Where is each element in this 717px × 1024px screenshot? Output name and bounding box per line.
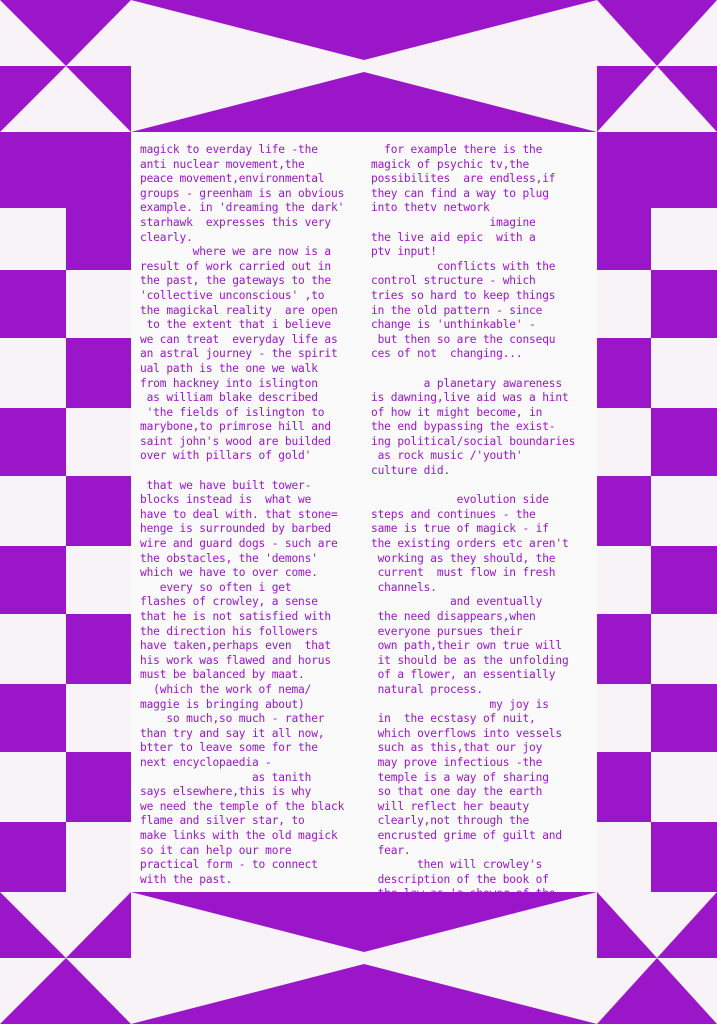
left-column-line: next encyclopaedia -: [140, 755, 272, 769]
left-column-line: clearly.: [140, 230, 193, 244]
left-column-line: that we have built tower-: [140, 478, 312, 492]
right-column-line: it should be as the unfolding: [371, 653, 569, 667]
border-triangle: [597, 892, 657, 958]
left-text-column: [140, 143, 372, 887]
right-column-line: the law as 'a shower of the: [371, 887, 556, 901]
left-column-line: so it can help our more: [140, 843, 292, 857]
border-triangle: [597, 66, 657, 132]
border-square: [651, 684, 717, 752]
left-column-line: have to deal with. that stone=: [140, 507, 338, 521]
right-column-line: and eventually: [371, 595, 543, 609]
left-column-line: to the extent that i believe: [140, 318, 331, 332]
right-column-line: they can find a way to plug: [371, 186, 549, 200]
border-triangle: [0, 892, 66, 958]
left-column-line: we need the temple of the black: [140, 799, 345, 813]
border-square: [0, 200, 66, 208]
border-triangle: [657, 66, 717, 132]
border-square: [0, 546, 66, 614]
border-triangle: [0, 0, 131, 66]
right-column-line: [371, 479, 597, 494]
border-square: [66, 614, 131, 684]
border-square: [0, 684, 66, 752]
right-column-line: culture did.: [371, 464, 451, 478]
left-column-line: result of work carried out in: [140, 259, 331, 273]
left-column-line: the obstacles, the 'demons': [140, 551, 318, 565]
right-column-line: own path,their own true will: [371, 639, 562, 653]
right-column-line: imagine: [371, 215, 536, 229]
left-column-line: that he is not satisfied with: [140, 610, 331, 623]
left-column-line: 'the fields of islington to: [140, 405, 325, 419]
left-column-line: henge is surrounded by barbed: [140, 522, 331, 536]
right-column-line: fear.: [371, 843, 411, 857]
right-column-line: ces of not changing...: [371, 347, 523, 361]
border-triangle: [131, 0, 597, 60]
left-column-line: [140, 464, 372, 479]
border-square: [0, 822, 66, 892]
right-column-line: will reflect her beauty: [371, 799, 530, 813]
right-column-line: of how it might become, in: [371, 405, 543, 419]
right-column-line: as rock music /'youth': [371, 449, 523, 463]
left-column-line: practical form - to connect: [140, 858, 318, 872]
right-column-line: the end bypassing the exist-: [371, 420, 556, 434]
left-column-line: we can treat everyday life as: [140, 332, 338, 346]
right-column-line: in the ecstasy of nuit,: [371, 712, 536, 726]
border-square: [597, 614, 651, 684]
left-column-line: flashes of crowley, a sense: [140, 595, 318, 609]
left-column-line: example. in 'dreaming the dark': [140, 201, 345, 215]
border-triangle: [66, 66, 131, 132]
left-column-line: make links with the old magick: [140, 828, 338, 842]
border-square: [597, 132, 651, 200]
border-square: [651, 408, 717, 476]
border-square: [66, 200, 131, 270]
left-column-line: wire and guard dogs - such are: [140, 537, 338, 551]
right-column-line: description of the book of: [371, 872, 549, 886]
border-square: [651, 200, 717, 208]
right-column-line: possibilites are endless,if: [371, 172, 556, 186]
right-column-line: everyone pursues their: [371, 624, 523, 638]
right-column-line: ing political/social boundaries: [371, 434, 576, 448]
right-column-line: change is 'unthinkable' -: [371, 318, 536, 332]
left-column-line: so much,so much - rather: [140, 712, 325, 726]
left-column-line: from hackney into islington: [140, 376, 318, 390]
right-text-column: [371, 143, 597, 902]
right-column-line: same is true of magick - if: [371, 522, 549, 536]
left-column-line: the magickal reality are open: [140, 303, 338, 317]
left-column-line: over with pillars of gold': [140, 449, 312, 463]
border-triangle: [657, 892, 717, 958]
border-square: [0, 132, 66, 200]
border-square: [651, 132, 717, 200]
left-column-line: peace movement,environmental: [140, 172, 325, 186]
border-square: [597, 338, 651, 408]
left-column-line: ual path is the one we walk: [140, 361, 318, 375]
right-column-line: magick of psychic tv,the: [371, 157, 530, 171]
left-column-line: starhawk expresses this very: [140, 215, 331, 229]
right-column-line: so that one day the earth: [371, 785, 543, 799]
right-column-line: control structure - which: [371, 274, 536, 288]
right-column-line: then will crowley's: [371, 858, 543, 872]
right-column-line: but then so are the consequ: [371, 332, 556, 346]
border-triangle: [0, 66, 66, 132]
border-square: [597, 200, 651, 270]
left-column-line: with the past.: [140, 872, 233, 886]
right-column-line: for example there is the: [371, 143, 543, 156]
border-triangle: [0, 958, 131, 1024]
right-column-line: [371, 362, 597, 377]
right-column-line: is dawning,live aid was a hint: [371, 391, 569, 405]
right-column-line: in the old pattern - since: [371, 303, 543, 317]
right-column-line: evolution side: [371, 493, 549, 507]
right-column-line: clearly,not through the: [371, 814, 530, 828]
right-column-line: may prove infectious -the: [371, 755, 543, 769]
border-square: [651, 270, 717, 338]
right-column-line: a planetary awareness: [371, 376, 562, 390]
right-column-line: such as this,that our joy: [371, 741, 543, 755]
left-column-line: every so often i get: [140, 580, 292, 594]
left-column-line: the direction his followers: [140, 624, 318, 638]
right-column-line: ptv input!: [371, 245, 437, 259]
left-column-line: 'collective unconscious' ,to: [140, 288, 325, 302]
border-square: [651, 822, 717, 892]
left-column-line: marybone,to primrose hill and: [140, 420, 331, 434]
border-square: [66, 476, 131, 546]
border-square: [597, 752, 651, 822]
left-column-line: an astral journey - the spirit: [140, 347, 338, 361]
left-column-line: btter to leave some for the: [140, 741, 318, 755]
right-column-line: the existing orders etc aren't: [371, 537, 569, 551]
right-column-line: steps and continues - the: [371, 507, 536, 521]
right-column-line: temple is a way of sharing: [371, 770, 549, 784]
border-square: [651, 546, 717, 614]
right-column-line: conflicts with the: [371, 259, 556, 273]
left-column-line: which we have to over come.: [140, 566, 318, 580]
left-column-line: as william blake described: [140, 391, 318, 405]
left-column-line: than try and say it all now,: [140, 726, 325, 740]
left-column-line: must be balanced by maat.: [140, 668, 305, 682]
border-square: [66, 132, 131, 200]
left-column-line: the past, the gateways to the: [140, 274, 331, 288]
border-square: [66, 752, 131, 822]
left-column-line: magick to everday life -the: [140, 143, 318, 156]
right-column-line: channels.: [371, 580, 437, 594]
left-column-line: as tanith: [140, 770, 312, 784]
left-column-line: have taken,perhaps even that: [140, 639, 331, 653]
left-column-line: blocks instead is what we: [140, 493, 312, 507]
right-column-line: working as they should, the: [371, 551, 556, 565]
left-column-line: (which the work of nema/: [140, 682, 312, 696]
border-square: [0, 270, 66, 338]
right-column-line: natural process.: [371, 682, 483, 696]
border-square: [597, 476, 651, 546]
border-triangle: [597, 958, 717, 1024]
page-number: 9: [348, 990, 361, 1011]
border-triangle: [597, 0, 717, 66]
left-column-line: anti nuclear movement,the: [140, 157, 305, 171]
right-column-line: tries so hard to keep things: [371, 288, 556, 302]
right-column-line: my joy is: [371, 697, 549, 711]
left-column-line: groups - greenham is an obvious: [140, 186, 345, 200]
border-triangle: [131, 964, 597, 1024]
right-column-line: the need disappears,when: [371, 610, 536, 623]
left-column-line: flame and silver star, to: [140, 814, 305, 828]
border-triangle: [131, 72, 597, 132]
right-column-line: the live aid epic with a: [371, 230, 536, 244]
border-square: [0, 408, 66, 476]
border-square: [66, 338, 131, 408]
right-column-line: which overflows into vessels: [371, 726, 562, 740]
left-column-line: where we are now is a: [140, 245, 331, 259]
left-column-line: saint john's wood are builded: [140, 434, 331, 448]
left-column-line: his work was flawed and horus: [140, 653, 331, 667]
right-column-line: encrusted grime of guilt and: [371, 828, 562, 842]
left-column-line: maggie is bringing about): [140, 697, 305, 711]
right-column-line: of a flower, an essentially: [371, 668, 556, 682]
left-column-line: says elsewhere,this is why: [140, 785, 312, 799]
right-column-line: current must flow in fresh: [371, 566, 556, 580]
border-triangle: [66, 892, 131, 958]
right-column-line: into thetv network: [371, 201, 490, 215]
